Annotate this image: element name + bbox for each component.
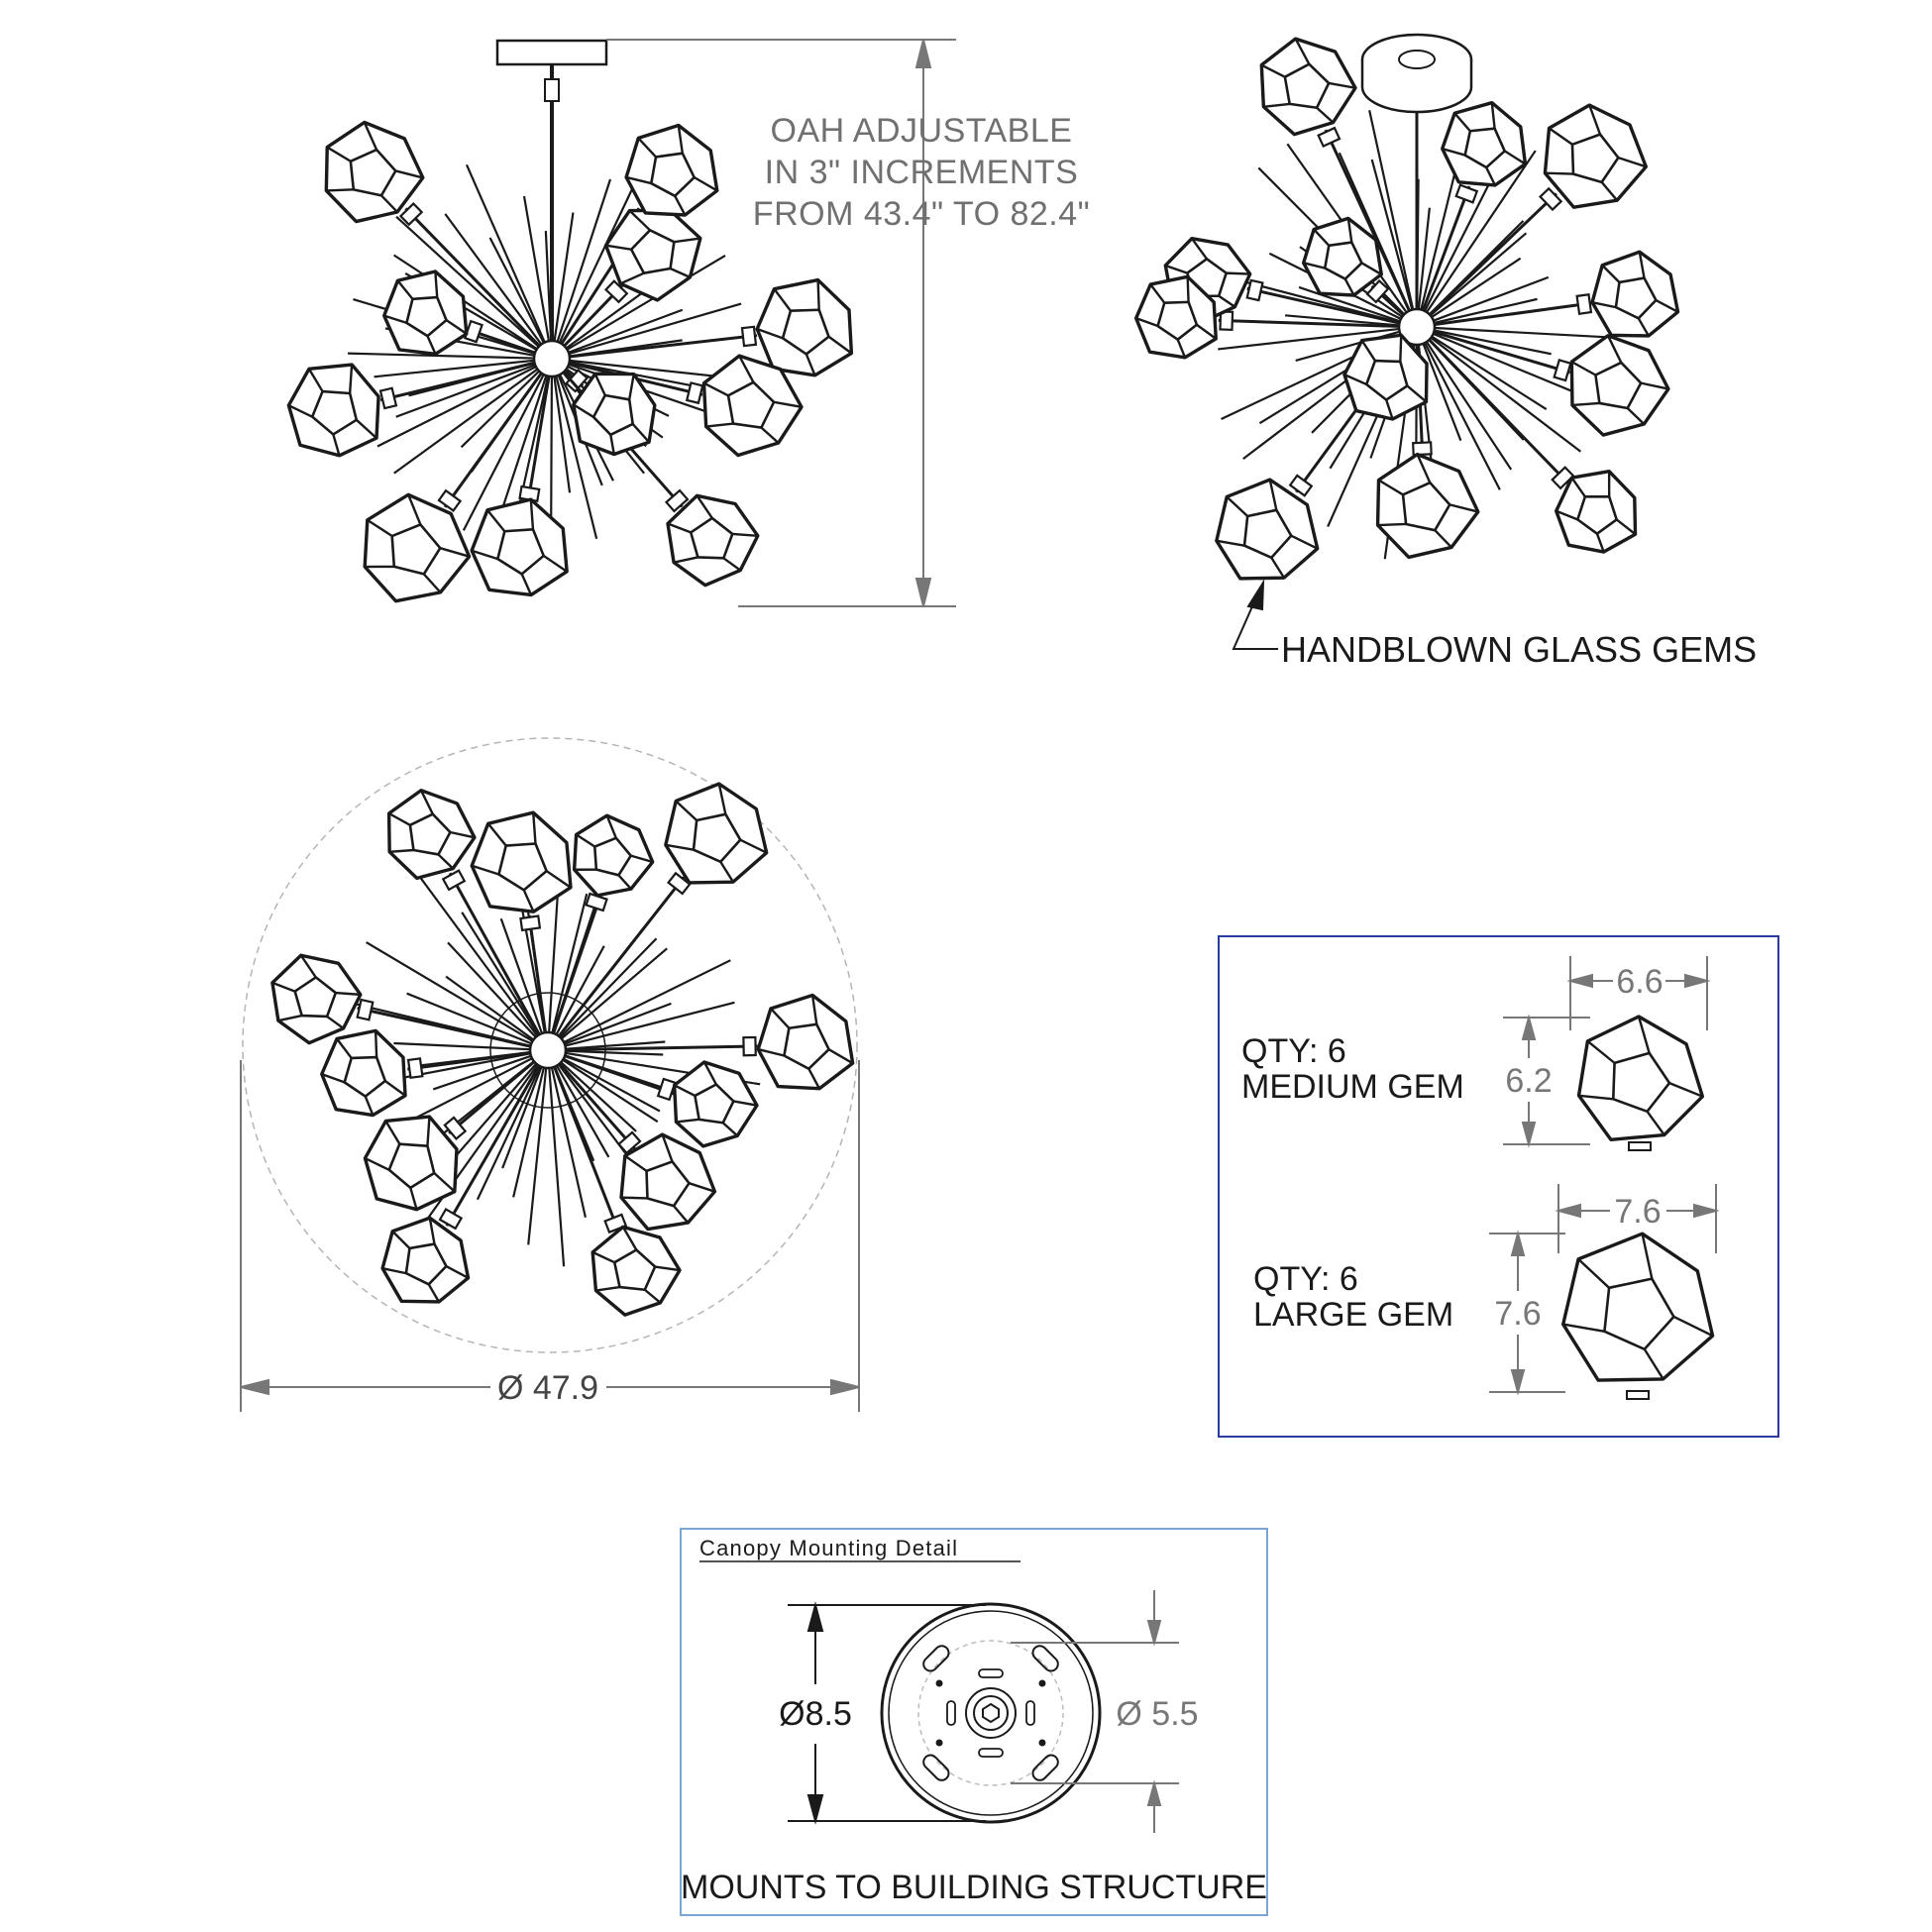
large-gem-drawing bbox=[1559, 1229, 1719, 1399]
large-gem-icon bbox=[1559, 1229, 1719, 1388]
plan-diameter-dimension bbox=[241, 1060, 859, 1412]
crossbar-slot bbox=[979, 1669, 1003, 1677]
gem-spec-panel bbox=[1219, 936, 1778, 1437]
canopy-plate bbox=[882, 1604, 1100, 1822]
plan-fixture-drawing bbox=[262, 781, 862, 1321]
large-gem-name: LARGE GEM bbox=[1253, 1296, 1454, 1334]
screw-hole bbox=[936, 1740, 942, 1746]
glass-gem-icon bbox=[583, 1217, 687, 1321]
gem-stem bbox=[552, 327, 757, 359]
medium-gem-icon bbox=[1579, 1017, 1703, 1139]
glass-gem-icon bbox=[569, 811, 655, 898]
oah-note-line-3: FROM 43.4" TO 82.4" bbox=[752, 195, 1091, 233]
ceiling-canopy bbox=[497, 41, 606, 64]
canopy-detail-title: Canopy Mounting Detail bbox=[699, 1536, 959, 1560]
screw-hole bbox=[1039, 1680, 1045, 1686]
crossbar-slot bbox=[947, 1701, 955, 1725]
glass-gem-leader bbox=[1234, 583, 1278, 649]
medium-gem-qty: QTY: 6 bbox=[1241, 1032, 1346, 1070]
glass-gem-icon bbox=[379, 1214, 475, 1308]
medium-gem-width: 6.6 bbox=[1616, 963, 1664, 1001]
oah-note-line-2: IN 3" INCREMENTS bbox=[764, 154, 1079, 191]
large-gem-width: 7.6 bbox=[1614, 1193, 1662, 1231]
glass-gem-icon bbox=[1437, 96, 1535, 193]
crossbar-slot bbox=[979, 1749, 1003, 1757]
canopy-outer-diameter: Ø8.5 bbox=[779, 1695, 852, 1733]
canopy-outer-ring bbox=[882, 1604, 1100, 1822]
gem-stem bbox=[1417, 188, 1561, 327]
glass-gems-callout: HANDBLOWN GLASS GEMS bbox=[1281, 629, 1758, 670]
rod-coupler bbox=[545, 79, 559, 101]
perspective-fixture-drawing bbox=[1128, 29, 1683, 584]
ceiling-canopy-3d bbox=[1362, 35, 1471, 112]
glass-gem-icon bbox=[665, 1053, 763, 1150]
mounting-hole-circle bbox=[918, 1641, 1063, 1785]
side-elevation-view bbox=[277, 40, 1090, 606]
canopy-mounting-slots bbox=[920, 1643, 1060, 1782]
canopy-inner-ring bbox=[889, 1611, 1093, 1815]
screw-hole bbox=[936, 1680, 942, 1686]
glass-gem-icon bbox=[663, 781, 771, 889]
glass-gem-icon bbox=[1541, 101, 1649, 209]
mounting-slot bbox=[1030, 1643, 1061, 1673]
canopy-mount-note: MOUNTS TO BUILDING STRUCTURE bbox=[681, 1869, 1267, 1906]
canopy-hex-nut bbox=[983, 1704, 999, 1722]
medium-gem-height: 6.2 bbox=[1505, 1062, 1553, 1100]
mounting-slot bbox=[920, 1643, 951, 1673]
large-gem-height: 7.6 bbox=[1494, 1295, 1542, 1333]
screw-hole bbox=[1039, 1740, 1045, 1746]
canopy-center-hub bbox=[974, 1696, 1008, 1730]
medium-gem-name: MEDIUM GEM bbox=[1241, 1068, 1464, 1106]
mounting-slot bbox=[1030, 1753, 1061, 1783]
center-hub bbox=[534, 341, 570, 376]
glass-gem-icon bbox=[622, 119, 726, 222]
plan-view bbox=[241, 738, 861, 1412]
center-hub bbox=[530, 1032, 566, 1068]
gem-stem bbox=[548, 1037, 758, 1055]
gem-socket bbox=[1627, 1391, 1649, 1399]
glass-gem-icon bbox=[314, 1020, 418, 1125]
glass-gem-icon bbox=[465, 803, 585, 922]
gem-spec-frame bbox=[1219, 936, 1778, 1437]
oah-note-line-1: OAH ADJUSTABLE bbox=[770, 112, 1073, 150]
glass-gem-icon bbox=[1561, 327, 1674, 440]
medium-gem-drawing bbox=[1579, 1017, 1703, 1150]
crossbar-slot bbox=[1026, 1701, 1034, 1725]
glass-gem-icon bbox=[465, 489, 581, 604]
perspective-view bbox=[1128, 29, 1757, 670]
glass-gem-icon bbox=[379, 783, 480, 882]
glass-gem-icon bbox=[1251, 29, 1362, 140]
canopy-detail-panel bbox=[681, 1529, 1267, 1915]
glass-gem-icon bbox=[753, 989, 861, 1097]
large-gem-qty: QTY: 6 bbox=[1253, 1260, 1358, 1298]
plan-diameter-label: Ø 47.9 bbox=[496, 1369, 599, 1407]
glass-gem-icon bbox=[1589, 248, 1684, 342]
glass-gem-icon bbox=[277, 349, 397, 469]
mounting-slot bbox=[920, 1753, 951, 1783]
gem-socket bbox=[1629, 1142, 1651, 1150]
canopy-inner-diameter: Ø 5.5 bbox=[1116, 1695, 1199, 1733]
